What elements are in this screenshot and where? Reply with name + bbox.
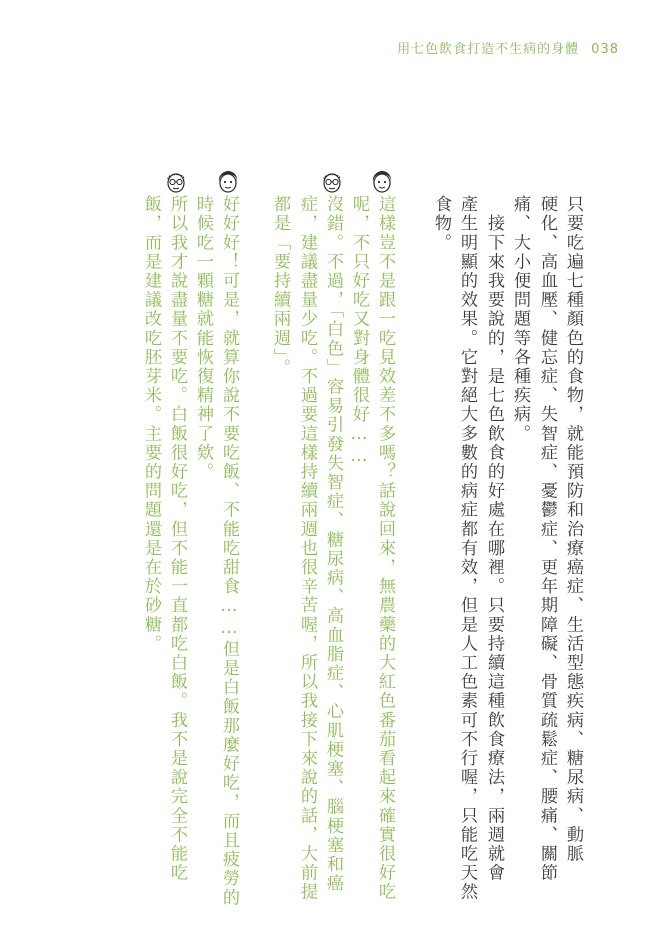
book-title: 用七色飲食打造不生病的身體 [397,42,580,57]
doctor-glasses-face-icon [319,170,345,194]
dialogue-2-line-1: 沒錯。不過，「白色」容易引發失智症、糖尿病、高血脂症、心肌梗塞、腦梗塞和癌 [323,195,343,894]
page-number: 038 [591,42,619,57]
body-line-4: 接下來我要說的，是七色飲食的好處在哪裡。只要持續這種飲食療法，兩週就會 [484,195,504,883]
body-line-2: 硬化、高血壓、健忘症、失智症、憂鬱症、更年期障礙、骨質疏鬆症、腰痛、關節 [537,195,557,883]
running-header [397,38,619,57]
body-line-1: 只要吃遍七種顏色的食物，就能預防和治療癌症、生活型態疾病、糖尿病、動脈 [563,195,583,864]
dialogue-4-line-1: 所以我才說盡量不要吃。白飯很好吃，但不能一直都吃白飯。我不是說完全不能吃 [167,195,187,883]
dialogue-2-line-2: 症，建議盡量少吃。不過要這樣持續兩週也很辛苦喔，所以我接下來說的話，大前提 [297,195,317,902]
body-line-3: 痛、大小便問題等各種疾病。 [510,195,530,444]
dialogue-3-line-2: 時候吃一顆糖就能恢復精神了欸。 [193,195,213,482]
woman-face-icon [215,170,241,194]
dialogue-1-line-2: 呢，不只好吃又對身體很好…… [349,195,369,468]
woman-face-icon [369,170,395,194]
body-line-6: 食物。 [431,195,451,253]
doctor-glasses-face-icon [163,170,189,194]
dialogue-3-line-1: 好好好！可是，就算你說不要吃飯、不能吃甜食……但是白飯那麼好吃，而且疲勞的 [219,195,239,908]
dialogue-1-line-1: 這樣豈不是跟一吃見效差不多嗎？話說回來，無農藥的大紅色番茄看起來確實很好吃 [375,195,395,902]
body-line-5: 產生明顯的效果。它對絕大多數的病症都有效，但是人工色素可不行喔，只能吃天然 [457,195,477,902]
dialogue-4-line-2: 飯，而是建議改吃胚芽米。主要的問題還是在於砂糖。 [141,195,161,654]
dialogue-2-line-3: 都是「要持續兩週」。 [270,195,290,378]
